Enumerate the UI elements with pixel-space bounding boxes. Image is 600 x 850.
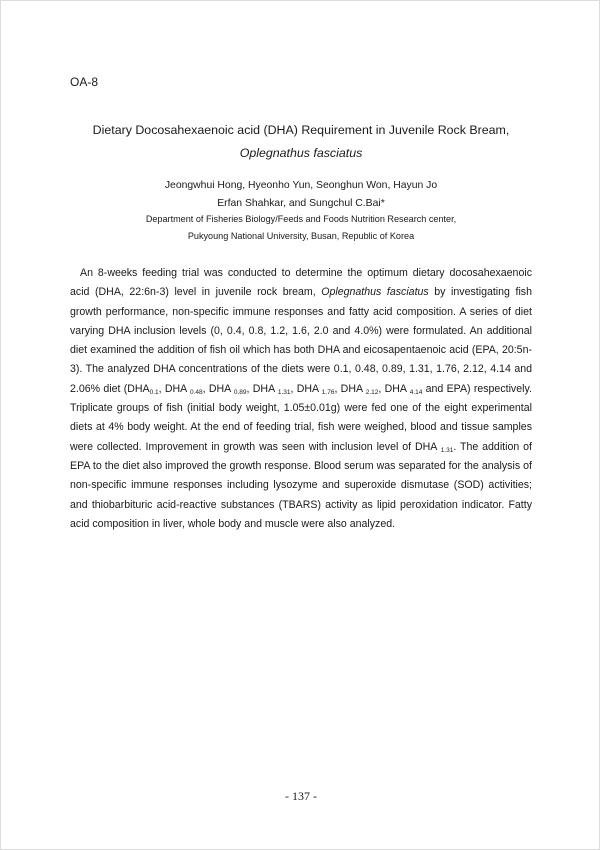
affiliation [61, 211, 541, 245]
subscript: 2.12 [365, 388, 379, 396]
species-name: Oplegnathus fasciatus [321, 286, 429, 299]
subscript: 0.1 [149, 388, 159, 396]
subscript: 1.76 [321, 388, 335, 396]
subscript: 0.48 [189, 388, 203, 396]
title-species-line: Oplegnathus fasciatus [239, 146, 363, 160]
subscript: 1.31 [277, 388, 291, 396]
paper-title [41, 119, 561, 165]
abstract-text: , DHA [246, 382, 278, 395]
abstract-text: . The addition of EPA to the diet also improved the growth response. Blood serum was separated for the analysis of non-specific immune responses including lysozyme and superoxide dismutase (SOD) activities; and thiobarbituric acid-reactive substances (TBARS) activity as lipid peroxidation indicator. Fatty acid composition in liver, whole body and muscle were also analyzed. [70, 440, 532, 530]
abstract-text: , DHA [202, 382, 234, 395]
subscript: 4.14 [409, 388, 423, 396]
author-line: Erfan Shahkar, and Sungchul C.Bai* [217, 197, 385, 209]
author-list [61, 177, 541, 212]
subscript: 1.31 [440, 446, 454, 454]
abstract-text: An 8-weeks feeding trial was conducted to determine the optimum dietary docosahexaenoic acid (DHA, 22:6n-3) level in juvenile rock bream, [70, 267, 532, 299]
abstract-text: , DHA [378, 382, 410, 395]
abstract-text: by investigating fish growth performance, non-specific immune responses and fatty acid composition. A series of diet varying DHA inclusion levels (0, 0.4, 0.8, 1.2, 1.6, 2.0 and 4.0%) were formulated. An additional diet examined the addition of fish oil which has both DHA and eicosapentaenoic acid (EPA, 20:5n-3). The analyzed DHA concentrations of the diets were 0.1, 0.48, 0.89, 1.31, 1.76, 2.12, 4.14 and 2.06% diet (DHA [70, 286, 533, 395]
abstract-body [70, 264, 532, 534]
affiliation-line: Department of Fisheries Biology/Feeds and Foods Nutrition Research center, [145, 214, 457, 224]
abstract-text: , DHA [290, 382, 322, 395]
title-line: Dietary Docosahexaenoic acid (DHA) Requirement in Juvenile Rock Bream, [92, 123, 510, 137]
abstract-text: , DHA [334, 382, 366, 395]
author-line: Jeongwhui Hong, Hyeonho Yun, Seonghun Won, Hayun Jo [164, 180, 438, 191]
affiliation-line: Pukyoung National University, Busan, Republic of Korea [187, 231, 415, 241]
abstract-code: OA-8 [70, 75, 99, 89]
abstract-text: and EPA) respectively. Triplicate groups of fish (initial body weight, 1.05±0.01g) were fed one of the eight experimental diets at 4% body weight. At the end of feeding trial, fish were weighed, blood and tissue samples were collected. Improvement in growth was seen with inclusion level of DHA [70, 382, 532, 453]
page-number: - 137 - [285, 789, 317, 803]
subscript: 0.89 [233, 388, 247, 396]
abstract-text: , DHA [158, 382, 190, 395]
